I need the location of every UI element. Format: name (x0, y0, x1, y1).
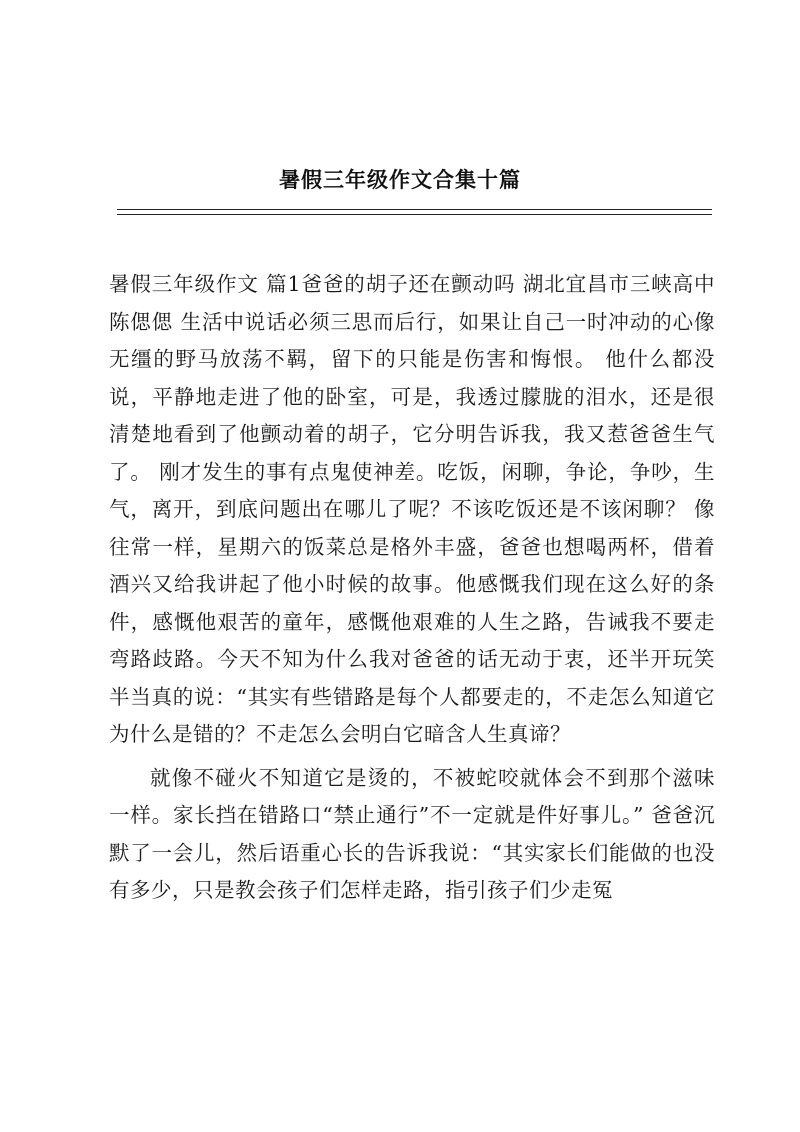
body-paragraph-1: 暑假三年级作文 篇1爸爸的胡子还在颤动吗 湖北宜昌市三峡高中 陈偲偲 生活中说话必须三思而后行，如果让自己一时冲动的心像无缰的野马放荡不羁，留下的只能是伤害和悔恨。 他什么都没说，平静地走进了他的卧室，可是，我透过朦胧的泪水，还是很清楚地看到了他颤动着的胡子，它分明告诉我，我又惹爸爸生气了。 刚才发生的事有点鬼使神差。吃饭，闲聊，争论，争吵，生气，离开，到底问题出在哪儿了呢？不该吃饭还是不该闲聊？ 像往常一样，星期六的饭菜总是格外丰盛，爸爸也想喝两杯，借着酒兴又给我讲起了他小时候的故事。他感慨我们现在这么好的条件，感慨他艰苦的童年，感慨他艰难的人生之路，告诫我不要走弯路歧路。今天不知为什么我对爸爸的话无动于衷，还半开玩笑半当真的说：“其实有些错路是每个人都要走的，不走怎么知道它为什么是错的？不走怎么会明白它暗含人生真谛？ (109, 272, 715, 746)
document-body (109, 266, 715, 910)
title-divider-top (117, 209, 712, 210)
body-paragraph-2: 就像不碰火不知道它是烫的，不被蛇咬就体会不到那个滋味一样。家长挡在错路口“禁止通行”不一定就是件好事儿。” 爸爸沉默了一会儿，然后语重心长的告诉我说：“其实家长们能做的也没有多少，只是教会孩子们怎样走路，指引孩子们少走冤 (109, 765, 715, 902)
title-divider-bottom (117, 214, 712, 215)
document-title: 暑假三年级作文合集十篇 (279, 167, 521, 192)
